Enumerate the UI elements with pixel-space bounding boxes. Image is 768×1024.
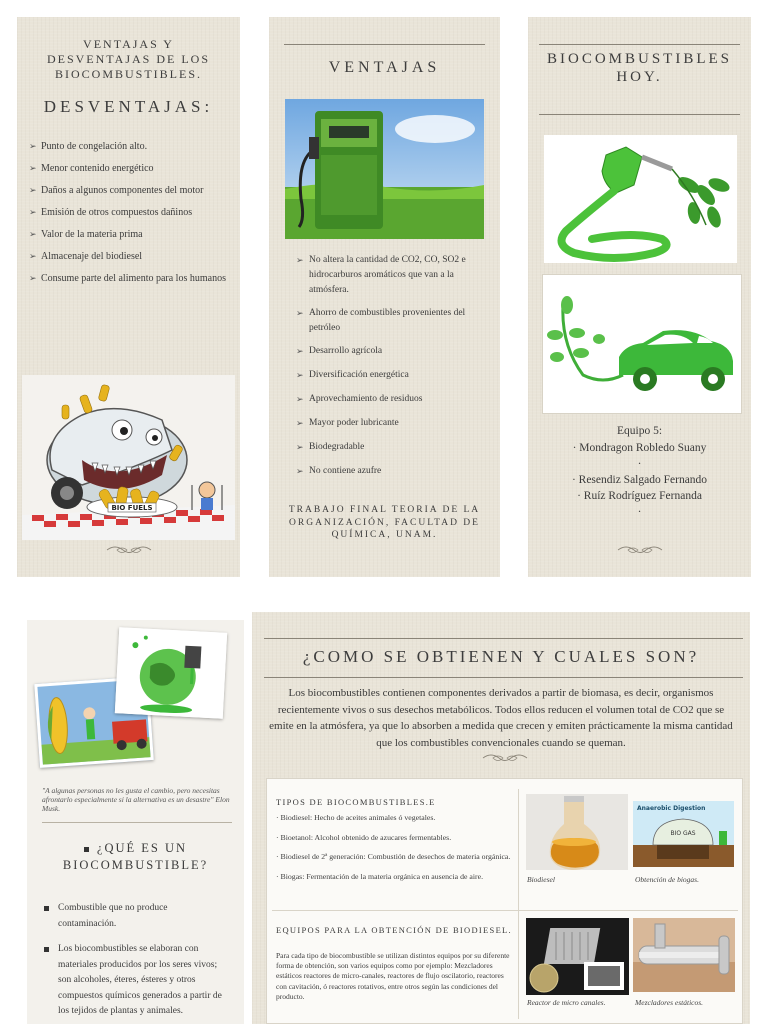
arrow-bullet-icon: ➢: [29, 163, 37, 173]
arrow-bullet-icon: ➢: [29, 229, 37, 239]
biogas-diagram-image: [633, 801, 734, 867]
divider: [539, 44, 740, 45]
equipos-paragraph: Para cada tipo de biocombustible se utilizan distintos equipos por su diferente forma de obtención, son varios equipos como por ejemplo: Mezcladores estáticos reactores de micro-canales, reactores de flujo oscilatorio, reactores con cavitación, ó reactores rotativos, entre otros según las condiciones del producto.: [276, 951, 510, 1001]
earth-fuel-illustration: [115, 627, 227, 719]
que-es-heading: ¿QUÉ ES UN BIOCOMBUSTIBLE?: [62, 841, 209, 872]
arrow-bullet-icon: ➢: [29, 251, 37, 261]
team-member: ·: [637, 458, 642, 470]
ornament-swirl-icon: [105, 543, 153, 557]
panel-biocombustibles-hoy: [528, 17, 751, 577]
team-members: [528, 440, 751, 520]
arrow-bullet-icon: ➢: [296, 370, 304, 380]
static-mixer-image: [633, 918, 735, 992]
list-item: ➢ No contiene azufre: [296, 464, 476, 479]
list-item: · Bioetanol: Alcohol obtenido de azucares fermentables.: [276, 832, 452, 842]
que-es-list: [44, 901, 228, 1020]
divider: [264, 638, 743, 639]
biodiesel-flask-image: [526, 794, 628, 870]
elon-musk-quote: "A algunas personas no les gusta el cambio, pero necesitas afrontarlo especialmente si la alternativa es un desastre" Elon Musk.: [42, 786, 230, 813]
arrow-bullet-icon: ➢: [296, 308, 304, 318]
tipos-title: TIPOS DE BIOCOMBUSTIBLES.E: [276, 797, 436, 807]
panel-desventajas: [17, 17, 240, 577]
list-item: · Biogas: Fermentación de la materia orgánica en ausencia de aire.: [276, 871, 484, 881]
team-member: ·: [637, 506, 642, 518]
como-se-obtienen-heading: ¿COMO SE OBTIENEN Y CUALES SON?: [302, 647, 700, 666]
square-bullet-icon: [84, 847, 89, 852]
biocombustibles-hoy-heading: BIOCOMBUSTIBLES HOY.: [546, 51, 733, 85]
arrow-bullet-icon: ➢: [29, 141, 37, 151]
team-member: · Resendiz Salgado Fernando: [571, 474, 708, 486]
list-item: Combustible que no produce contaminación.: [44, 901, 228, 932]
list-item: ➢ Almacenaje del biodiesel: [29, 251, 143, 262]
list-item: · Biodiesel de 2ª generación: Combustión de desechos de materia orgánica.: [276, 852, 511, 861]
team-member: · Ruíz Rodríguez Fernanda: [577, 490, 702, 502]
list-item: ➢ Menor contenido energético: [29, 163, 154, 174]
arrow-bullet-icon: ➢: [296, 442, 304, 452]
desventajas-heading: DESVENTAJAS:: [43, 97, 214, 116]
biofuels-cartoon-image: [22, 375, 235, 540]
list-item: ➢ Consume parte del alimento para los humanos: [29, 273, 226, 284]
micro-reactor-caption: Reactor de micro canales.: [527, 998, 606, 1007]
divider: [539, 114, 740, 115]
trabajo-final-footer: TRABAJO FINAL TEORIA DE LA ORGANIZACIÓN, FACULTAD DE QUÍMICA, UNAM.: [288, 505, 481, 540]
team-label: Equipo 5:: [616, 425, 663, 437]
green-fuel-pump-image: [285, 99, 484, 239]
ventajas-heading: VENTAJAS: [328, 59, 441, 76]
list-item: ➢ Daños a algunos componentes del motor: [29, 185, 204, 196]
list-item: ➢ No altera la cantidad de CO2, CO, SO2 e hidrocarburos aromáticos que van a la atmósfera.: [296, 255, 466, 295]
arrow-bullet-icon: ➢: [29, 185, 37, 195]
arrow-bullet-icon: ➢: [29, 273, 37, 283]
bio-fuels-label: BIO FUELS: [111, 504, 153, 512]
panel1-title: VENTAJAS Y DESVENTAJAS DE LOS BIOCOMBUSTIBLES.: [46, 37, 211, 81]
equipos-title: EQUIPOS PARA LA OBTENCIÓN DE BIODIESEL.: [276, 925, 512, 935]
column-divider: [518, 789, 519, 1019]
list-item: ➢ Diversificación energética: [296, 368, 476, 383]
list-item: ➢ Desarrollo agrícola: [296, 344, 476, 359]
biogas-label: BIO GAS: [670, 830, 696, 837]
list-item: Los biocombustibles se elaboran con materiales producidos por los seres vivos; son alcoholes, éteres, ésteres y otros compuestos químicos generados a partir de los tejidos de plantas y animales.: [44, 942, 228, 1020]
arrow-bullet-icon: ➢: [296, 418, 304, 428]
green-car-plant-image: [542, 274, 742, 414]
list-item: · Biodiesel: Hecho de aceites animales ó vegetales.: [276, 813, 436, 822]
biogas-caption: Obtención de biogas.: [635, 875, 699, 884]
list-item: ➢ Emisión de otros compuestos dañinos: [29, 207, 193, 218]
list-item: ➢ Ahorro de combustibles provenientes del petróleo: [296, 308, 466, 333]
row-divider: [272, 910, 738, 911]
static-mixer-caption: Mezcladores estáticos.: [635, 998, 704, 1007]
list-item: ➢ Punto de congelación alto.: [29, 141, 148, 152]
divider: [42, 822, 232, 823]
list-item: ➢ Aprovechamiento de residuos: [296, 392, 476, 407]
arrow-bullet-icon: ➢: [296, 255, 304, 265]
divider: [264, 677, 743, 678]
micro-channel-reactor-image: [526, 918, 629, 995]
biodiesel-caption: Biodiesel: [527, 875, 555, 884]
arrow-bullet-icon: ➢: [296, 466, 304, 476]
intro-paragraph: Los biocombustibles contienen componentes derivados a partir de biomasa, es decir, organismos recientemente vivos o sus desechos metabólicos. Todos ellos reducen el volumen total de CO2 que se emite en la atmósfera, ya que lo absorben a medida que crecen y emiten prácticamente la misma cantidad que los combustibles convencionales cuando se queman.: [269, 687, 733, 749]
desventajas-list: [29, 139, 229, 286]
arrow-bullet-icon: ➢: [296, 346, 304, 356]
arrow-bullet-icon: ➢: [296, 394, 304, 404]
team-member: · Mondragon Robledo Suany: [572, 442, 707, 454]
ornament-swirl-icon: [481, 751, 529, 765]
green-pump-nozzle-image: [544, 135, 737, 263]
biogas-diagram-header: Anaerobic Digestion: [637, 805, 706, 812]
list-item: ➢ Mayor poder lubricante: [296, 416, 476, 431]
arrow-bullet-icon: ➢: [29, 207, 37, 217]
panel-como-se-obtienen: [252, 612, 750, 1024]
square-bullet-icon: [44, 906, 49, 911]
ventajas-list: [296, 253, 476, 479]
tipos-list: [276, 813, 514, 882]
square-bullet-icon: [44, 947, 49, 952]
ornament-swirl-icon: [616, 543, 664, 557]
panel-que-es: [27, 620, 244, 1024]
list-item: ➢ Biodegradable: [296, 440, 476, 455]
divider: [284, 44, 485, 45]
list-item: ➢ Valor de la materia prima: [29, 229, 143, 240]
tipos-box: [266, 778, 743, 1024]
panel-ventajas: [269, 17, 500, 577]
